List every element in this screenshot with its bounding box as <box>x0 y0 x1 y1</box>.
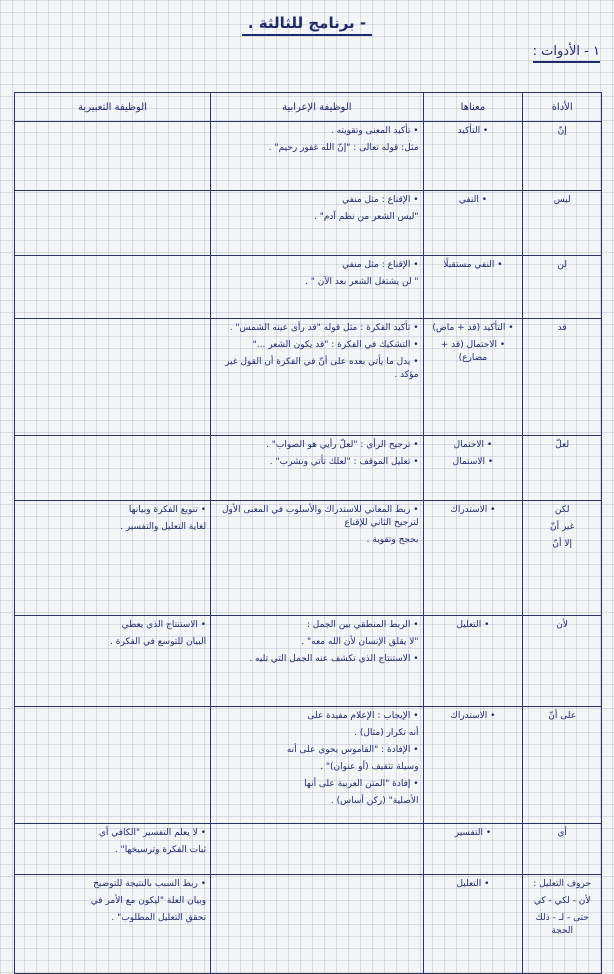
syntactic-line: • الإفادة : "القاموس يحوي على أنه <box>286 745 419 755</box>
tool-name: لكن <box>554 505 570 515</box>
tool-name: إلا أنّ <box>552 539 572 549</box>
tool-name: لن <box>557 260 567 270</box>
syntactic-line: • الإقناع : مثل منفي <box>342 260 419 270</box>
discursive-cell <box>15 875 211 974</box>
tool-cell <box>523 122 602 191</box>
meaning-line: • الاحتمال (قد + مضارع) <box>440 340 506 363</box>
tool-name: لأن - لكي - كي <box>533 896 591 906</box>
table-row <box>15 875 602 974</box>
discursive-line: وبيان العلة "ليكون مع الأمر في <box>90 896 207 906</box>
discursive-cell <box>15 191 211 256</box>
tool-name: غير أنّ <box>549 522 575 532</box>
meaning-cell <box>423 501 523 616</box>
syntactic-line: الأصلية" (ركن أساس) . <box>330 796 419 806</box>
syntactic-line: • التشكيك في الفكرة : "قد يكون الشعر ..." <box>252 340 419 350</box>
syntactic-line: • إفادة "المتن العربية على أنها <box>304 779 419 789</box>
tool-cell <box>523 824 602 875</box>
discursive-cell <box>15 256 211 319</box>
syntactic-cell <box>211 122 423 191</box>
tool-cell <box>523 436 602 501</box>
syntactic-line: • الاستنتاج الذي تكشف عنه الجمل التي تليه . <box>249 654 419 664</box>
tool-cell <box>523 616 602 707</box>
meaning-line: • التعليل <box>456 879 490 889</box>
table-header-row <box>15 93 602 122</box>
syntactic-line: • الربط المنطقي بين الجمل : <box>306 620 419 630</box>
table-row <box>15 616 602 707</box>
syntactic-cell <box>211 707 423 824</box>
syntactic-cell <box>211 319 423 436</box>
tool-name: لأن <box>556 620 569 630</box>
header-meaning: معناها <box>423 93 523 122</box>
meaning-line: • الاستمال <box>452 457 494 467</box>
meaning-cell <box>423 707 523 824</box>
discursive-line: لغاية التعليل والتفسير . <box>120 522 207 532</box>
table-row <box>15 824 602 875</box>
syntactic-line: وسيلة تثقيف (أو عنوان)" . <box>320 762 419 772</box>
syntactic-line: بحجج وتقوية . <box>366 535 419 545</box>
header-tool: الأداة <box>523 93 602 122</box>
meaning-line: • الاستدراك <box>450 711 496 721</box>
discursive-line: • ربط السبب بالنتيجة للتوضيح <box>93 879 207 889</box>
discursive-cell <box>15 707 211 824</box>
syntactic-cell <box>211 875 423 974</box>
discursive-line: • لا يعلم التفسير "الكافي أي <box>98 828 207 838</box>
tool-name: على أنّ <box>548 711 577 721</box>
syntactic-cell <box>211 436 423 501</box>
discursive-line: ثبات الفكرة وترسيخها" . <box>114 845 207 855</box>
discursive-cell <box>15 319 211 436</box>
table-body <box>15 122 602 974</box>
discursive-line: • الاستنتاج الذي يعطي <box>121 620 207 630</box>
syntactic-cell <box>211 824 423 875</box>
syntactic-line: • تعليل الموقف : "لعلك تأتي ونشرب" . <box>269 457 419 467</box>
discursive-cell <box>15 122 211 191</box>
syntactic-line: " لن يشتغل الشعر بعد الآن " . <box>305 277 419 287</box>
meaning-cell <box>423 191 523 256</box>
syntactic-line: • تأكيد الفكرة : مثل قوله "قد رأى عينه الشمس" . <box>229 323 419 333</box>
syntactic-line: • يدل ما يأتي بعده على أنّ في الفكرة أن القول غير مؤكد . <box>225 357 419 380</box>
tools-table <box>14 92 602 974</box>
discursive-cell <box>15 501 211 616</box>
tool-name: أي <box>557 828 567 838</box>
meaning-line: • التأكيد (قد + ماض) <box>432 323 514 333</box>
meaning-cell <box>423 319 523 436</box>
discursive-line: البيان للتوسع في الفكرة . <box>110 637 207 647</box>
tool-name: حروف التعليل : <box>533 879 592 889</box>
tool-cell <box>523 707 602 824</box>
syntactic-line: "لا يقلق الإنسان لأن الله معه" . <box>301 637 419 647</box>
tool-name: إنّ <box>557 126 567 136</box>
tool-name: ليس <box>553 195 571 205</box>
meaning-line: • النفي مستقبلًا <box>443 260 503 270</box>
syntactic-cell <box>211 191 423 256</box>
lesson-heading: ١ - الأدوات : <box>533 44 600 63</box>
discursive-cell <box>15 616 211 707</box>
tool-name: حتى - لـ - ذلك الحجة <box>535 913 589 936</box>
syntactic-line: • الإقناع : مثل منفي <box>342 195 419 205</box>
discursive-line: • تنويع الفكرة وبيانها <box>128 505 207 515</box>
discursive-cell <box>15 436 211 501</box>
table-row <box>15 501 602 616</box>
syntactic-line: "ليس الشعر من نظم آدم" . <box>313 212 419 222</box>
meaning-cell <box>423 824 523 875</box>
meaning-cell <box>423 616 523 707</box>
header-syntactic: الوظيفة الإعرابية <box>211 93 423 122</box>
table-row <box>15 707 602 824</box>
discursive-cell <box>15 824 211 875</box>
tool-name: لعلّ <box>555 440 570 450</box>
table-row <box>15 319 602 436</box>
syntactic-cell <box>211 256 423 319</box>
meaning-line: • النفي <box>458 195 488 205</box>
syntactic-line: • تأكيد المعنى وتقويته . <box>330 126 419 136</box>
discursive-line: تحقق التعليل المطلوب" . <box>111 913 207 923</box>
tool-cell <box>523 191 602 256</box>
tool-cell <box>523 319 602 436</box>
tool-name: قد <box>557 323 567 333</box>
table-row <box>15 256 602 319</box>
page-title <box>0 14 614 32</box>
tool-cell <box>523 501 602 616</box>
meaning-cell <box>423 122 523 191</box>
page-title-text: - برنامج للثالثة . <box>242 14 372 36</box>
tool-cell <box>523 875 602 974</box>
syntactic-line: • الإيجاب : الإعلام مفيدة على <box>307 711 419 721</box>
table-row <box>15 436 602 501</box>
meaning-cell <box>423 256 523 319</box>
syntactic-cell <box>211 501 423 616</box>
meaning-line: • الاحتمال <box>453 440 493 450</box>
meaning-cell <box>423 436 523 501</box>
syntactic-line: أنه تكرار (مثال) . <box>354 728 419 738</box>
meaning-line: • التفسير <box>454 828 492 838</box>
syntactic-line: مثل: قوله تعالى : "إنّ الله غفور رحيم" . <box>268 143 419 153</box>
meaning-line: • التأكيد <box>457 126 489 136</box>
meaning-line: • التعليل <box>456 620 490 630</box>
syntactic-cell <box>211 616 423 707</box>
table-row <box>15 122 602 191</box>
meaning-cell <box>423 875 523 974</box>
syntactic-line: • ربط المعاني للاستدراك والأسلوب في المعنى الأول لترجيح الثاني للإقناع <box>221 505 419 528</box>
syntactic-line: • ترجيح الرأي : "لعلّ رأيي هو الصواب" . <box>266 440 419 450</box>
table-row <box>15 191 602 256</box>
meaning-line: • الاستدراك <box>450 505 496 515</box>
header-discursive: الوظيفة التعبيرية <box>15 93 211 122</box>
tool-cell <box>523 256 602 319</box>
